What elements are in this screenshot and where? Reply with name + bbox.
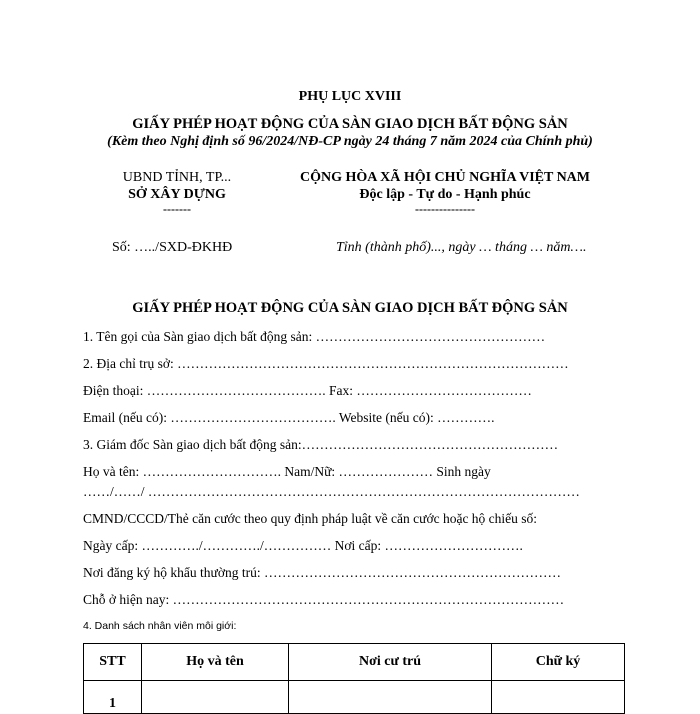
appendix-heading: PHỤ LỤC XVIII [298, 89, 402, 104]
permanent-residence-line: Nơi đăng ký hộ khẩu thường trú: ………………………………………………………… [83, 565, 561, 580]
id-number-line: CMND/CCCD/Thẻ căn cước theo quy định pháp luật về căn cước hoặc hộ chiếu số: [83, 511, 538, 526]
national-motto: Độc lập - Tự do - Hạnh phúc [359, 187, 531, 202]
license-title: GIẤY PHÉP HOẠT ĐỘNG CỦA SÀN GIAO DỊCH BẤT ĐỘNG SẢN [132, 300, 568, 316]
residence-cell[interactable] [289, 681, 492, 714]
issue-date-line: Ngày cấp: …………./…………./…………… Nơi cấp: …………………………. [83, 538, 523, 553]
phone-fax-line: Điện thoại: …………………………………. Fax: ………………………………… [83, 383, 532, 398]
column-header-residence: Nơi cư trú [289, 644, 492, 681]
exchange-name-line: 1. Tên gọi của Sàn giao dịch bất động sản: …………………………………………… [83, 329, 546, 344]
birthdate-line: ……/……/ …………………………………………………………………………………… [83, 484, 580, 499]
row-number-cell: 1 [84, 681, 142, 714]
column-header-stt: STT [84, 644, 142, 681]
table-row [84, 681, 625, 714]
column-header-name: Họ và tên [142, 644, 289, 681]
director-line: 3. Giám đốc Sàn giao dịch bất động sản:………………………………………………… [83, 437, 559, 452]
authority-line1: UBND TỈNH, TP... [122, 170, 232, 185]
staff-list-label: 4. Danh sách nhân viên môi giới: [83, 620, 237, 632]
staff-table [83, 643, 625, 714]
email-website-line: Email (nếu có): ………………………………. Website (nếu có): …………. [83, 410, 495, 425]
head-office-line: 2. Địa chỉ trụ sở: …………………………………………………………………………… [83, 356, 569, 371]
national-name: CỘNG HÒA XÃ HỘI CHỦ NGHĨA VIỆT NAM [299, 170, 590, 185]
current-residence-line: Chỗ ở hiện nay: …………………………………………………………………………… [83, 592, 565, 607]
document-number: Số: …../SXD-ĐKHĐ [112, 240, 233, 255]
table-header-row [84, 644, 625, 681]
place-date: Tỉnh (thành phố)..., ngày … tháng … năm…. [336, 240, 587, 255]
signature-cell[interactable] [492, 681, 625, 714]
motto-rule: --------------- [415, 202, 475, 216]
fullname-line: Họ và tên: …………………………. Nam/Nữ: ………………… Sinh ngày [83, 464, 491, 479]
document-title: GIẤY PHÉP HOẠT ĐỘNG CỦA SÀN GIAO DỊCH BẤT ĐỘNG SẢN [132, 116, 568, 132]
authority-line2: SỞ XÂY DỰNG [128, 187, 226, 202]
name-cell[interactable] [142, 681, 289, 714]
column-header-signature: Chữ ký [492, 644, 625, 681]
document-subtitle: (Kèm theo Nghị định số 96/2024/NĐ-CP ngày 24 tháng 7 năm 2024 của Chính phủ) [107, 134, 593, 149]
authority-rule: ------- [163, 202, 191, 216]
